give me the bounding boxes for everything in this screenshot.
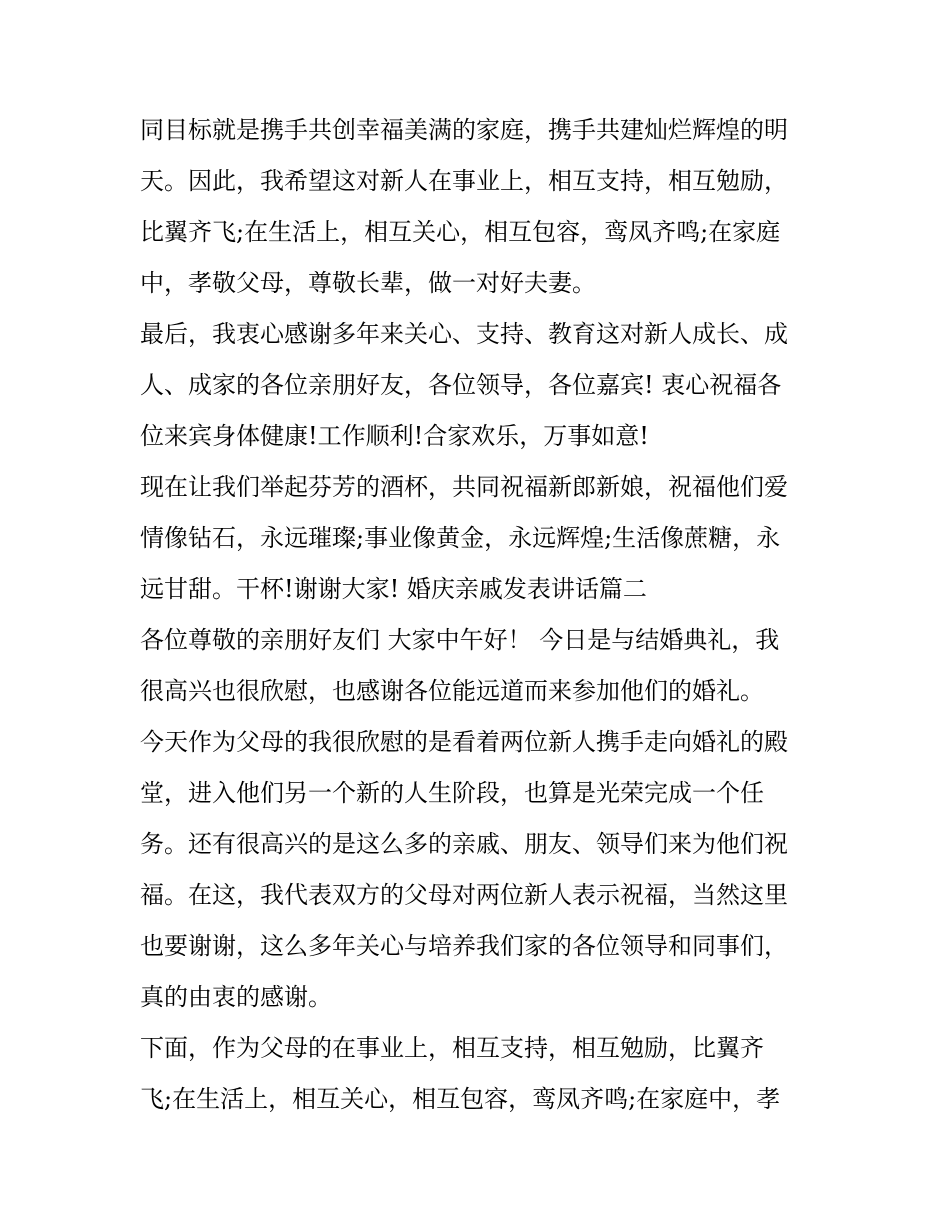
text-line: 下面，作为父母的在事业上，相互支持，相互勉励，比翼齐 — [140, 1034, 764, 1062]
text-line: 飞;在生活上，相互关心，相互包容，鸾凤齐鸣;在家庭中，孝 — [140, 1085, 781, 1113]
text-line: 堂，进入他们另一个新的人生阶段，也算是光荣完成一个任 — [140, 779, 764, 807]
text-line: 现在让我们举起芬芳的酒杯，共同祝福新郎新娘，祝福他们爱 — [140, 473, 788, 501]
document-body — [140, 105, 820, 1125]
text-line: 今天作为父母的我很欣慰的是看着两位新人携手走向婚礼的殿 — [140, 728, 788, 756]
text-line: 最后，我衷心感谢多年来关心、支持、教育这对新人成长、成 — [140, 320, 788, 348]
text-line: 福。在这，我代表双方的父母对两位新人表示祝福，当然这里 — [140, 881, 788, 909]
text-line: 位来宾身体健康!工作顺利!合家欢乐，万事如意! — [140, 422, 649, 450]
text-line: 天。因此，我希望这对新人在事业上，相互支持，相互勉励， — [140, 167, 788, 195]
text-line: 人、成家的各位亲朋好友，各位领导，各位嘉宾! 衷心祝福各 — [140, 371, 782, 399]
text-line: 远甘甜。干杯!谢谢大家! 婚庆亲戚发表讲话篇二 — [140, 575, 647, 603]
text-line: 也要谢谢，这么多年关心与培养我们家的各位领导和同事们， — [140, 932, 788, 960]
text-line: 很高兴也很欣慰，也感谢各位能远道而来参加他们的婚礼。 — [140, 677, 764, 705]
text-line: 情像钻石，永远璀璨;事业像黄金，永远辉煌;生活像蔗糖，永 — [140, 524, 781, 552]
text-line: 各位尊敬的亲朋好友们 大家中午好！ 今日是与结婚典礼，我 — [140, 626, 780, 654]
text-line: 同目标就是携手共创幸福美满的家庭，携手共建灿烂辉煌的明 — [140, 116, 788, 144]
text-line: 比翼齐飞;在生活上，相互关心，相互包容，鸾凤齐鸣;在家庭 — [140, 218, 781, 246]
text-line: 真的由衷的感谢。 — [140, 983, 332, 1011]
text-line: 务。还有很高兴的是这么多的亲戚、朋友、领导们来为他们祝 — [140, 830, 788, 858]
text-line: 中，孝敬父母，尊敬长辈，做一对好夫妻。 — [140, 269, 596, 297]
